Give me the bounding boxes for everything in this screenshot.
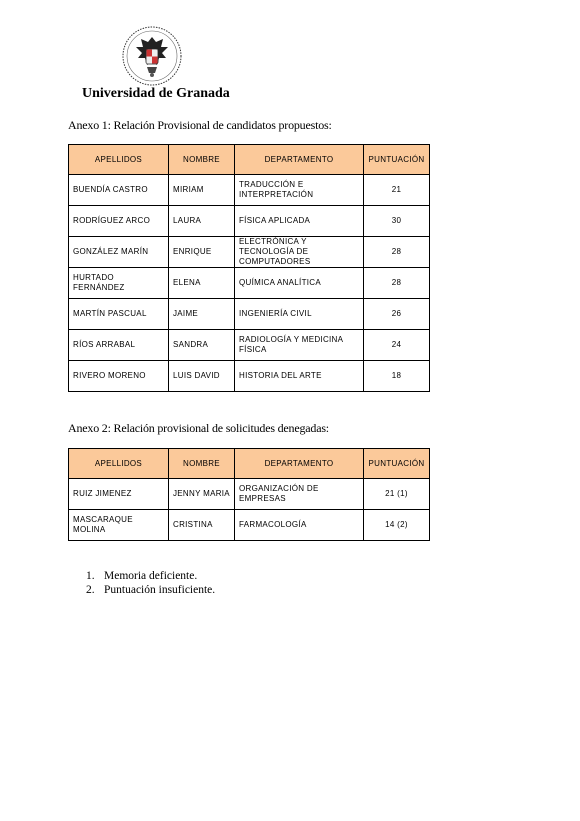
notes-list bbox=[86, 569, 215, 597]
cell-department: ELECTRÓNICA Y TECNOLOGÍA DE COMPUTADORES bbox=[235, 237, 364, 268]
cell-name: JAIME bbox=[169, 299, 235, 330]
cell-score: 21 bbox=[364, 175, 430, 206]
cell-department: INGENIERÍA CIVIL bbox=[235, 299, 364, 330]
annex2-title: Anexo 2: Relación provisional de solicitudes denegadas: bbox=[68, 421, 329, 435]
cell-surname: HURTADO FERNÁNDEZ bbox=[69, 268, 169, 299]
cell-surname: RIVERO MORENO bbox=[69, 361, 169, 392]
cell-name: MIRIAM bbox=[169, 175, 235, 206]
table-row bbox=[69, 299, 430, 330]
list-item bbox=[86, 583, 215, 597]
annex1-table bbox=[68, 144, 430, 392]
cell-surname: MARTÍN PASCUAL bbox=[69, 299, 169, 330]
list-item bbox=[86, 569, 215, 583]
cell-score: 28 bbox=[364, 237, 430, 268]
cell-department: RADIOLOGÍA Y MEDICINA FÍSICA bbox=[235, 330, 364, 361]
cell-surname: RÍOS ARRABAL bbox=[69, 330, 169, 361]
cell-department: FÍSICA APLICADA bbox=[235, 206, 364, 237]
cell-name: LAURA bbox=[169, 206, 235, 237]
note-text: Puntuación insuficiente. bbox=[104, 584, 216, 596]
cell-name: ELENA bbox=[169, 268, 235, 299]
cell-score: 24 bbox=[364, 330, 430, 361]
table-row bbox=[69, 330, 430, 361]
cell-surname: RUIZ JIMENEZ bbox=[69, 479, 169, 510]
cell-surname: BUENDÍA CASTRO bbox=[69, 175, 169, 206]
column-header: PUNTUACIÓN bbox=[364, 145, 430, 175]
list-number: 1. bbox=[86, 570, 95, 582]
cell-department: HISTORIA DEL ARTE bbox=[235, 361, 364, 392]
table-row bbox=[69, 175, 430, 206]
column-header: NOMBRE bbox=[169, 145, 235, 175]
annex2-table bbox=[68, 448, 430, 541]
cell-surname: RODRÍGUEZ ARCO bbox=[69, 206, 169, 237]
cell-score: 18 bbox=[364, 361, 430, 392]
table-row bbox=[69, 206, 430, 237]
table-row bbox=[69, 510, 430, 541]
column-header: APELLIDOS bbox=[69, 449, 169, 479]
cell-score: 26 bbox=[364, 299, 430, 330]
table-header-row bbox=[69, 145, 430, 175]
cell-name: ENRIQUE bbox=[169, 237, 235, 268]
university-name: Universidad de Granada bbox=[82, 86, 230, 101]
cell-score: 14 (2) bbox=[364, 510, 430, 541]
university-crest-icon bbox=[121, 25, 183, 87]
column-header: NOMBRE bbox=[169, 449, 235, 479]
cell-surname: MASCARAQUE MOLINA bbox=[69, 510, 169, 541]
cell-surname: GONZÁLEZ MARÍN bbox=[69, 237, 169, 268]
cell-name: CRISTINA bbox=[169, 510, 235, 541]
cell-score: 28 bbox=[364, 268, 430, 299]
table-header-row bbox=[69, 449, 430, 479]
column-header: APELLIDOS bbox=[69, 145, 169, 175]
cell-department: ORGANIZACIÓN DE EMPRESAS bbox=[235, 479, 364, 510]
column-header: DEPARTAMENTO bbox=[235, 145, 364, 175]
annex1-title: Anexo 1: Relación Provisional de candidatos propuestos: bbox=[68, 118, 332, 132]
table-row bbox=[69, 237, 430, 268]
cell-department: QUÍMICA ANALÍTICA bbox=[235, 268, 364, 299]
table-row bbox=[69, 268, 430, 299]
table-row bbox=[69, 479, 430, 510]
cell-department: FARMACOLOGÍA bbox=[235, 510, 364, 541]
cell-name: LUIS DAVID bbox=[169, 361, 235, 392]
cell-name: JENNY MARIA bbox=[169, 479, 235, 510]
list-number: 2. bbox=[86, 584, 95, 596]
column-header: PUNTUACIÓN bbox=[364, 449, 430, 479]
table-row bbox=[69, 361, 430, 392]
cell-score: 21 (1) bbox=[364, 479, 430, 510]
note-text: Memoria deficiente. bbox=[104, 570, 198, 582]
cell-score: 30 bbox=[364, 206, 430, 237]
cell-department: TRADUCCIÓN E INTERPRETACIÓN bbox=[235, 175, 364, 206]
cell-name: SANDRA bbox=[169, 330, 235, 361]
column-header: DEPARTAMENTO bbox=[235, 449, 364, 479]
